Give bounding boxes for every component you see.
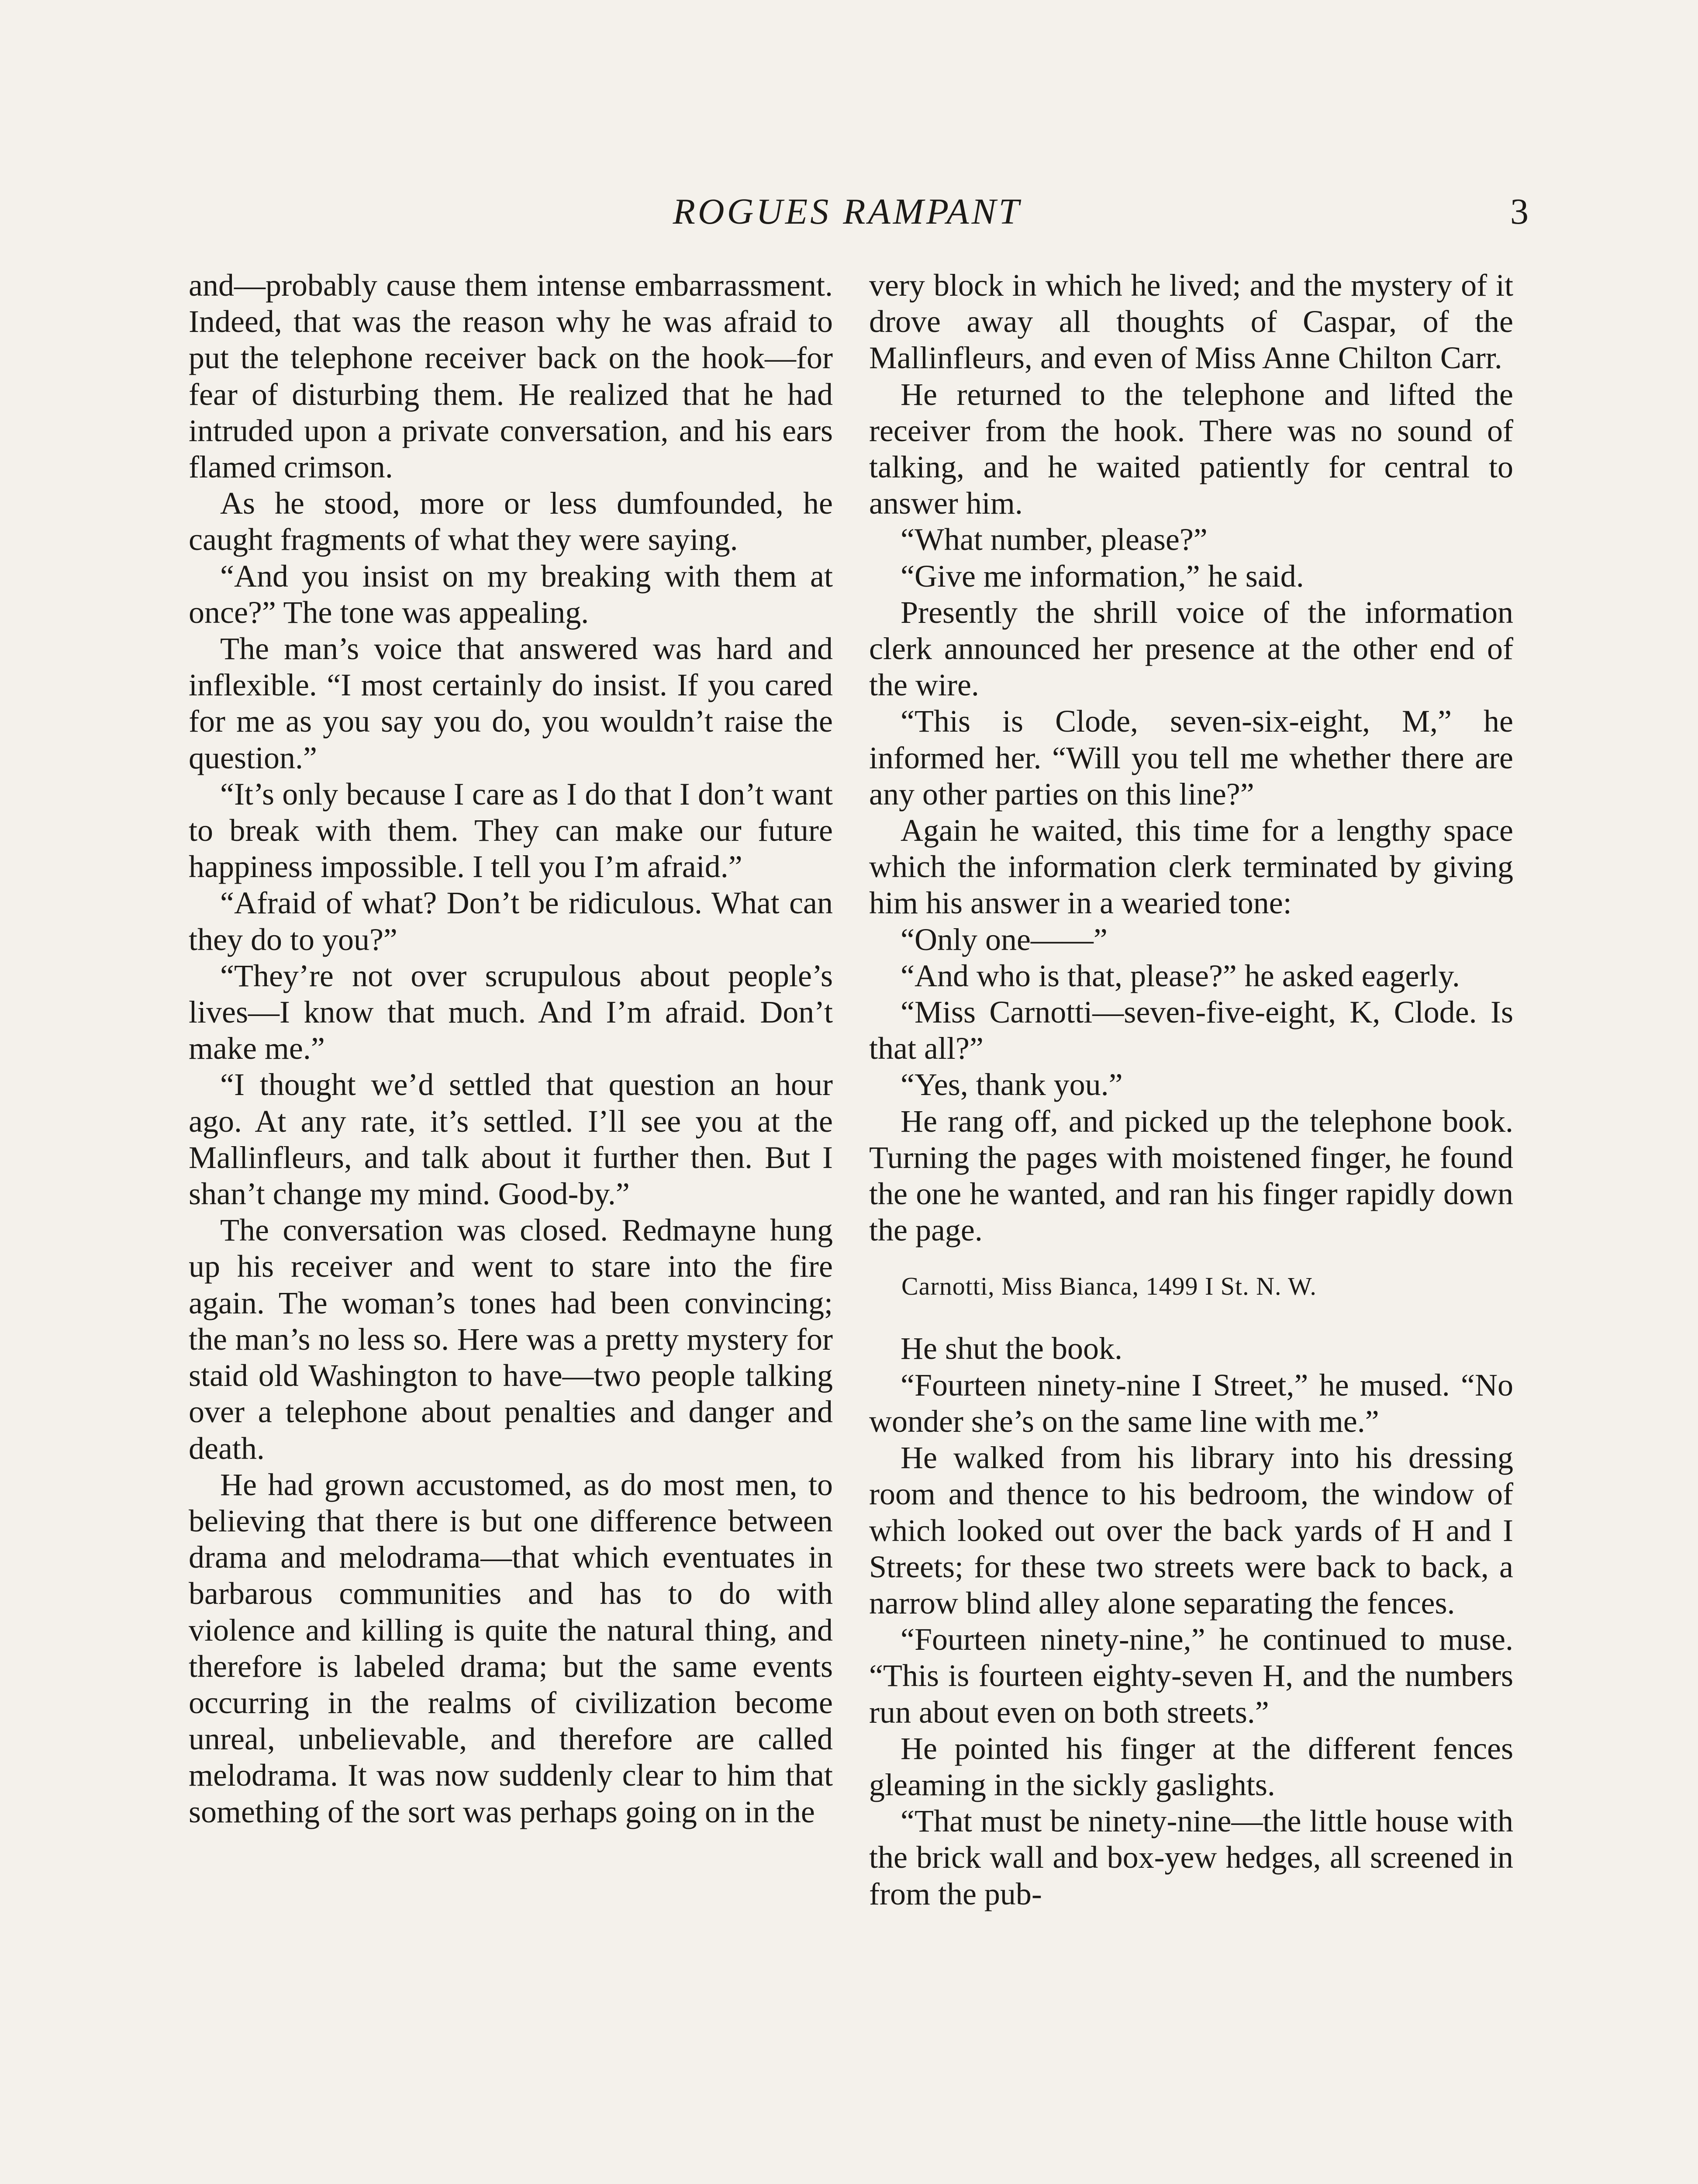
paragraph: “And you insist on my breaking with them at once?” The tone was appealing. [189,558,833,630]
paragraph: He pointed his finger at the different fences gleaming in the sickly gaslights. [869,1731,1513,1802]
paragraph: “Fourteen ninety-nine I Street,” he mused. “No wonder she’s on the same line with me.” [869,1367,1513,1439]
directory-entry: Carnotti, Miss Bianca, 1499 I St. N. W. [901,1272,1317,1301]
paragraph: “Afraid of what? Don’t be ridiculous. What can they do to you?” [189,885,833,957]
left-column [189,267,833,1830]
paragraph: “That must be ninety-nine—the little house with the brick wall and box-yew hedges, all screened in from the pub- [869,1804,1513,1911]
paragraph: “What number, please?” [901,522,1208,557]
paragraph: The man’s voice that answered was hard and inflexible. “I most certainly do insist. If you cared for me as you say you do, you wouldn’t raise the question.” [189,631,833,775]
paragraph: “I thought we’d settled that question an hour ago. At any rate, it’s settled. I’ll see you at the Mallinfleurs, and talk about it further then. But I shan’t change my mind. Good-by.” [189,1067,833,1212]
right-column [869,267,1513,1912]
running-title: ROGUES RAMPANT [673,191,1022,232]
paragraph: very block in which he lived; and the mystery of it drove away all thoughts of Caspar, of the Mallinfleurs, and even of Miss Anne Chilton Carr. [869,268,1513,376]
page-number: 3 [1510,191,1529,232]
paragraph: “Yes, thank you.” [901,1067,1123,1102]
paragraph: “And who is that, please?” he asked eagerly. [901,958,1460,993]
paragraph: “Fourteen ninety-nine,” he continued to muse. “This is fourteen eighty-seven H, and the numbers run about even on both streets.” [869,1622,1513,1730]
paragraph: The conversation was closed. Redmayne hung up his receiver and went to stare into the fire again. The woman’s tones had been convincing; the man’s no less so. Here was a pretty mystery for staid old Washington to have—two people talking over a telephone about penalties and danger and death. [189,1213,833,1466]
paragraph: “It’s only because I care as I do that I don’t want to break with them. They can make our future happiness impossible. I tell you I’m afraid.” [189,776,833,885]
running-head [0,188,1698,236]
paragraph: and—probably cause them intense embarrassment. Indeed, that was the reason why he was afraid to put the telephone receiver back on the hook—for fear of disturbing them. He realized that he had intruded upon a private conversation, and his ears flamed crimson. [189,268,833,485]
paragraph: He returned to the telephone and lifted the receiver from the hook. There was no sound of talking, and he waited patiently for central to answer him. [869,377,1513,521]
paragraph: He rang off, and picked up the telephone book. Turning the pages with moistened finger, he found the one he wanted, and ran his finger rapidly down the page. [869,1103,1513,1248]
paragraph: “This is Clode, seven-six-eight, M,” he informed her. “Will you tell me whether there are any other parties on this line?” [869,704,1513,812]
paragraph: Presently the shrill voice of the information clerk announced her presence at the other end of the wire. [869,594,1513,703]
paragraph: He had grown accustomed, as do most men, to believing that there is but one difference between drama and melodrama—that which eventuates in barbarous communities and has to do with violence and killing is quite the natural thing, and therefore is labeled drama; but the same events occurring in the realms of civilization become unreal, unbelievable, and therefore are called melodrama. It was now suddenly clear to him that something of the sort was perhaps going on in the [189,1467,833,1829]
paragraph: “Give me information,” he said. [901,558,1304,594]
paragraph: He walked from his library into his dressing room and thence to his bedroom, the window of which looked out over the back yards of H and I Streets; for these two streets were back to back, a narrow blind alley alone separating the fences. [869,1440,1513,1621]
paragraph: “Only one——” [901,922,1108,957]
paragraph: As he stood, more or less dumfounded, he caught fragments of what they were saying. [189,486,833,557]
paragraph: He shut the book. [901,1331,1122,1366]
paragraph: “Miss Carnotti—seven-five-eight, K, Clode. Is that all?” [869,995,1513,1066]
paragraph: “They’re not over scrupulous about people’s lives—I know that much. And I’m afraid. Don’t make me.” [189,958,833,1066]
paragraph: Again he waited, this time for a lengthy space which the information clerk terminated by giving him his answer in a wearied tone: [869,813,1513,921]
